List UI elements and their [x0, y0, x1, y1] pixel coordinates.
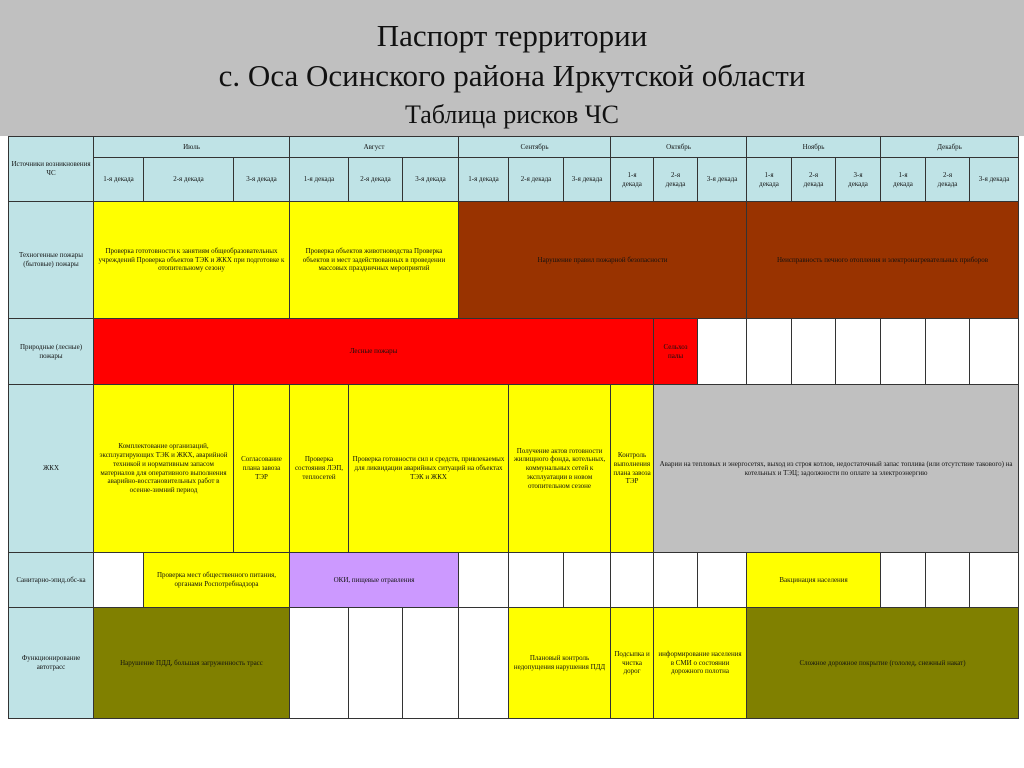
zhkh-cell-7: Аварии на тепловых и энергосетях, выход из строя котлов, недостаточный запас топлива (или отсутствие такового) на котельных и ТЭЦ; задолжности по оплате за электроэнергию	[654, 385, 1019, 553]
month-october: Октябрь	[611, 137, 747, 158]
empty-cell	[611, 553, 654, 608]
empty-cell	[698, 319, 747, 385]
row-label-zhkh: ЖКХ	[9, 385, 94, 553]
roads-cell-4: информирование населения в СМИ о состоянии дорожного полотна	[654, 608, 747, 719]
row-natural	[9, 319, 1019, 385]
month-november: Ноябрь	[747, 137, 881, 158]
empty-cell	[564, 553, 611, 608]
decade-nov-3	[836, 158, 881, 202]
empty-cell	[926, 553, 970, 608]
decade-num: 1-я	[764, 170, 774, 179]
natural-cell-field-burning: Сельхоз палы	[654, 319, 698, 385]
empty-cell	[747, 319, 792, 385]
title-area	[0, 0, 1024, 136]
natural-cell-forest-fires: Лесные пожары	[94, 319, 654, 385]
decade-jul-1: 1-я декада	[94, 158, 144, 202]
zhkh-cell-2: Согласование плана завоза ТЭР	[234, 385, 290, 553]
decade-dec-2	[926, 158, 970, 202]
row-zhkh	[9, 385, 1019, 553]
decade-aug-1: 1-я декада	[290, 158, 349, 202]
months-row	[9, 137, 1019, 158]
decade-num: 2-я	[809, 170, 819, 179]
technogenic-cell-4: Неисправность печного отопления и электронагревательных приборов	[747, 202, 1019, 319]
sanitary-cell-1: Проверка мест общественного питания, органами Роспотребнадзора	[144, 553, 290, 608]
decade-word: декада	[622, 179, 642, 188]
row-label-technogenic: Техногенные пожары (бытовые) пожары	[9, 202, 94, 319]
decade-sep-1: 1-я декада	[459, 158, 509, 202]
technogenic-cell-3: Нарушение правил пожарной безопасности	[459, 202, 747, 319]
decade-dec-3: 3-я декада	[970, 158, 1019, 202]
corner-header: Источники возникновения ЧС	[9, 137, 94, 202]
empty-cell	[349, 608, 403, 719]
empty-cell	[970, 553, 1019, 608]
empty-cell	[836, 319, 881, 385]
month-september: Сентябрь	[459, 137, 611, 158]
roads-cell-5: Сложное дорожное покрытие (гололед, снежный накат)	[747, 608, 1019, 719]
decade-num: 1-я	[898, 170, 908, 179]
empty-cell	[698, 553, 747, 608]
empty-cell	[403, 608, 459, 719]
row-sanitary	[9, 553, 1019, 608]
decade-word: декада	[665, 179, 686, 188]
month-december: Декабрь	[881, 137, 1019, 158]
empty-cell	[459, 608, 509, 719]
decade-nov-2	[792, 158, 836, 202]
sanitary-cell-3: Вакцинация населения	[747, 553, 881, 608]
decades-row	[9, 158, 1019, 202]
sanitary-cell-2: ОКИ, пищевые отравления	[290, 553, 459, 608]
row-label-sanitary: Санитарно-эпид.обс-ка	[9, 553, 94, 608]
decade-num: 1-я	[627, 170, 637, 179]
empty-cell	[881, 319, 926, 385]
roads-cell-3: Подсыпка и чистка дорог	[611, 608, 654, 719]
decade-oct-2	[654, 158, 698, 202]
zhkh-cell-4: Проверка готовности сил и средств, привлекаемых для ликвидации аварийных ситуаций на объектах ТЭК и ЖКХ	[349, 385, 509, 553]
decade-sep-3: 3-я декада	[564, 158, 611, 202]
table-title: Таблица рисков ЧС	[405, 100, 619, 129]
month-july: Июль	[94, 137, 290, 158]
decade-sep-2: 2-я декада	[509, 158, 564, 202]
zhkh-cell-6: Контроль выполнения плана завоза ТЭР	[611, 385, 654, 553]
technogenic-cell-2: Проверка объектов животноводства Проверка объектов и мест задействованных в проведении массовых праздничных мероприятий	[290, 202, 459, 319]
decade-nov-1	[747, 158, 792, 202]
decade-word: декада	[893, 179, 913, 188]
zhkh-cell-1: Комплектование организаций, эксплуатирующих ТЭК и ЖКХ, аварийной техникой и нормативным запасом материалов для оперативного выполнения аварийно-восстановительных работ в осенне-зимний период	[94, 385, 234, 553]
decade-oct-3: 3-я декада	[698, 158, 747, 202]
decade-jul-3: 3-я декада	[234, 158, 290, 202]
empty-cell	[509, 553, 564, 608]
empty-cell	[654, 553, 698, 608]
decade-dec-1	[881, 158, 926, 202]
decade-num: 2-я	[943, 170, 953, 179]
empty-cell	[94, 553, 144, 608]
risk-table	[8, 136, 1019, 719]
decade-word: декада	[803, 179, 824, 188]
empty-cell	[792, 319, 836, 385]
empty-cell	[926, 319, 970, 385]
zhkh-cell-5: Получение актов готовности жилищного фонда, котельных, коммунальных сетей к эксплуатации в новом отопительном сезоне	[509, 385, 611, 553]
month-august: Август	[290, 137, 459, 158]
technogenic-cell-1: Проверка гототовности к занятиям общеобразовательных учреждений Проверка объектов ТЭК и ЖКХ при подготовке к отопительному сезону	[94, 202, 290, 319]
row-roads	[9, 608, 1019, 719]
row-technogenic	[9, 202, 1019, 319]
decade-oct-1	[611, 158, 654, 202]
empty-cell	[459, 553, 509, 608]
decade-word: декада	[848, 179, 868, 188]
empty-cell	[970, 319, 1019, 385]
decade-aug-3: 3-я декада	[403, 158, 459, 202]
decade-aug-2: 2-я декада	[349, 158, 403, 202]
row-label-roads: Функционирование автотрасс	[9, 608, 94, 719]
roads-cell-1: Нарушение ПДД, большая загруженность трасс	[94, 608, 290, 719]
decade-jul-2: 2-я декада	[144, 158, 234, 202]
zhkh-cell-3: Проверка состояния ЛЭП, теплосетей	[290, 385, 349, 553]
page-title: Паспорт территории	[376, 18, 648, 53]
decade-word: декада	[937, 179, 958, 188]
decade-word: декада	[759, 179, 779, 188]
page-subtitle: с. Оса Осинского района Иркутской области	[218, 58, 806, 93]
empty-cell	[290, 608, 349, 719]
row-label-natural: Природные (лесные) пожары	[9, 319, 94, 385]
decade-num: 2-я	[671, 170, 681, 179]
decade-num: 3-я	[853, 170, 863, 179]
roads-cell-2: Плановый контроль недопущения нарушения ПДД	[509, 608, 611, 719]
empty-cell	[881, 553, 926, 608]
